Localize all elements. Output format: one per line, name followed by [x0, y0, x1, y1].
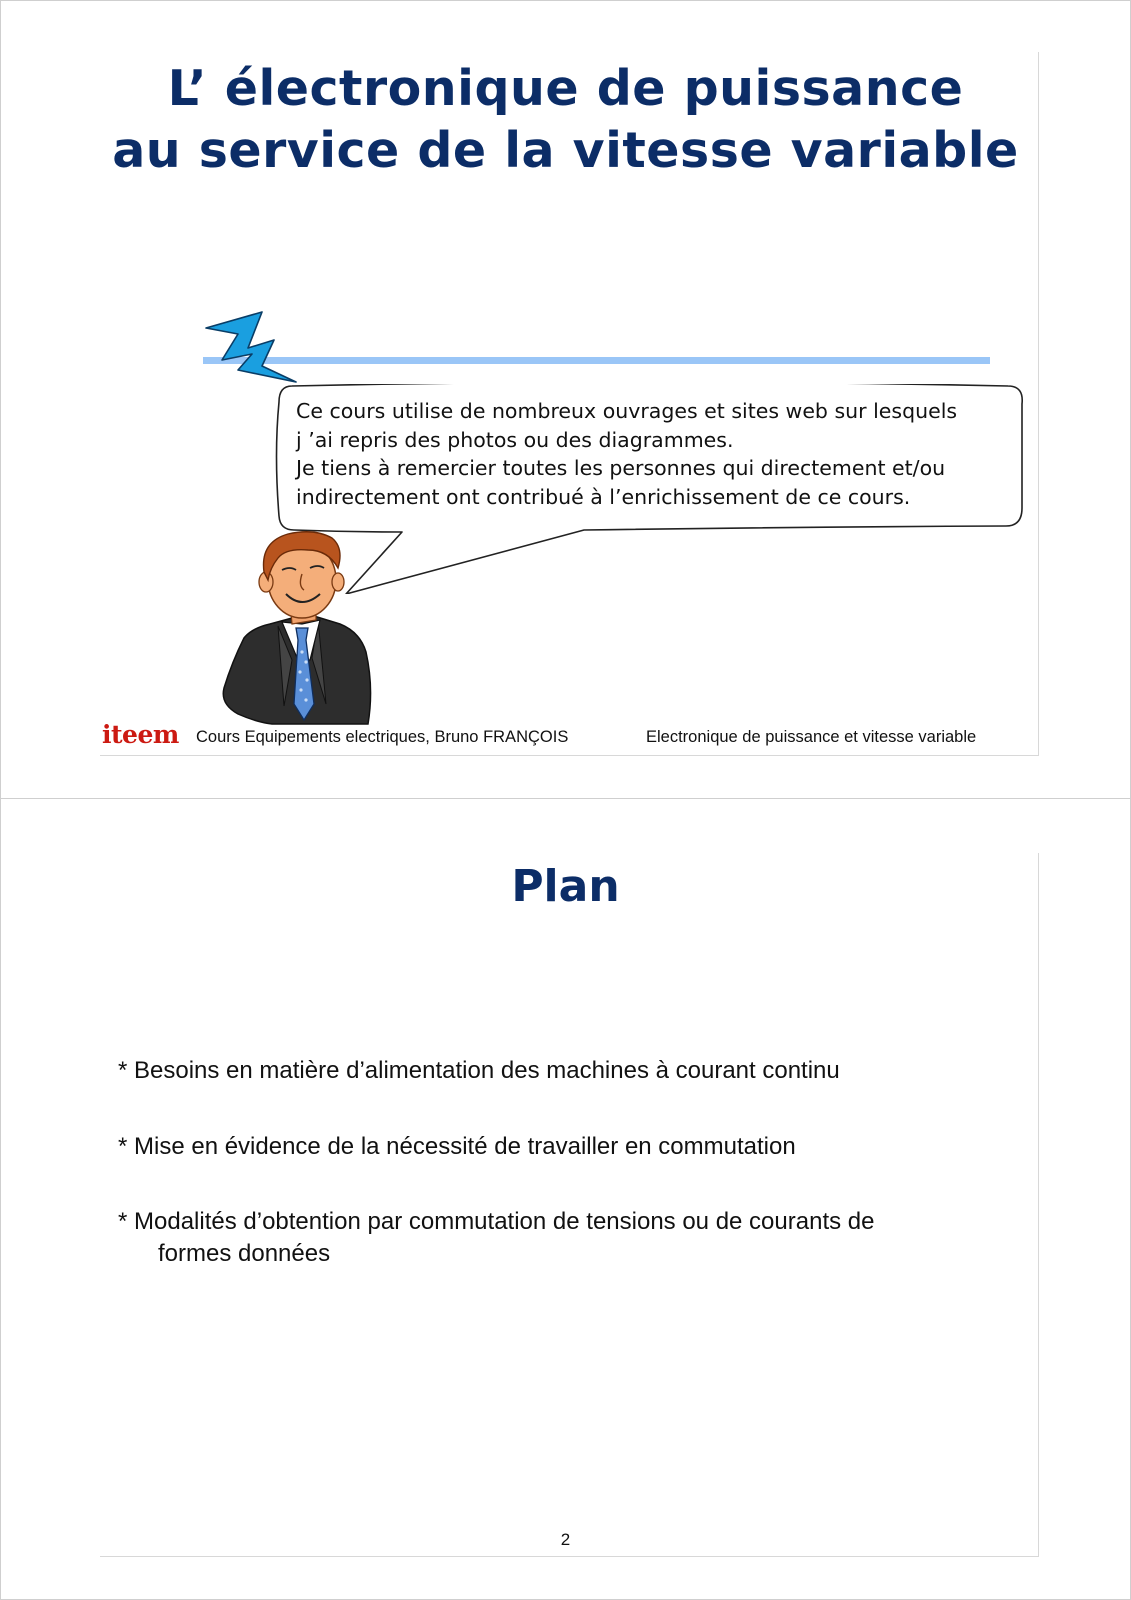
plan-item-text: * Modalités d’obtention par commutation de tensions ou de courants de	[118, 1208, 875, 1235]
bubble-line: Ce cours utilise de nombreux ouvrages et sites web sur lesquels	[296, 399, 958, 423]
horizontal-rule	[203, 357, 990, 364]
bubble-line: indirectement ont contribué à l’enrichissement de ce cours.	[296, 484, 911, 509]
page-number: 2	[560, 1530, 571, 1549]
bubble-line: j ’ai repris des photos ou des diagrammes.	[296, 427, 734, 452]
footer-right: Electronique de puissance et vitesse variable	[646, 728, 977, 746]
bubble-line: Je tiens à remercier toutes les personnes qui directement et/ou	[296, 456, 946, 480]
plan-item	[118, 1131, 796, 1163]
footer-left: Cours Equipements electriques, Bruno FRANÇOIS	[196, 728, 569, 746]
slide-1	[0, 0, 1131, 798]
speech-bubble-text	[296, 397, 1016, 511]
slide-2-title: Plan	[511, 861, 620, 912]
iteem-logo: iteem	[102, 720, 179, 749]
slide-2-bottom-border	[100, 1556, 1039, 1557]
plan-item-text: * Mise en évidence de la nécessité de travailler en commutation	[118, 1133, 796, 1160]
slide-2-right-border	[1038, 853, 1039, 1556]
title-line-1: L’ électronique de puissance	[167, 60, 964, 117]
plan-item	[118, 1206, 874, 1270]
plan-item-continuation: formes données	[158, 1240, 331, 1267]
slide-1-title	[0, 58, 1131, 182]
slide-1-bottom-border	[100, 755, 1039, 756]
slide-2	[0, 799, 1131, 1600]
title-line-2: au service de la vitesse variable	[112, 122, 1019, 179]
plan-item-text: * Besoins en matière d’alimentation des machines à courant continu	[118, 1057, 840, 1084]
businessman-clipart	[220, 528, 380, 726]
plan-item	[118, 1055, 840, 1087]
